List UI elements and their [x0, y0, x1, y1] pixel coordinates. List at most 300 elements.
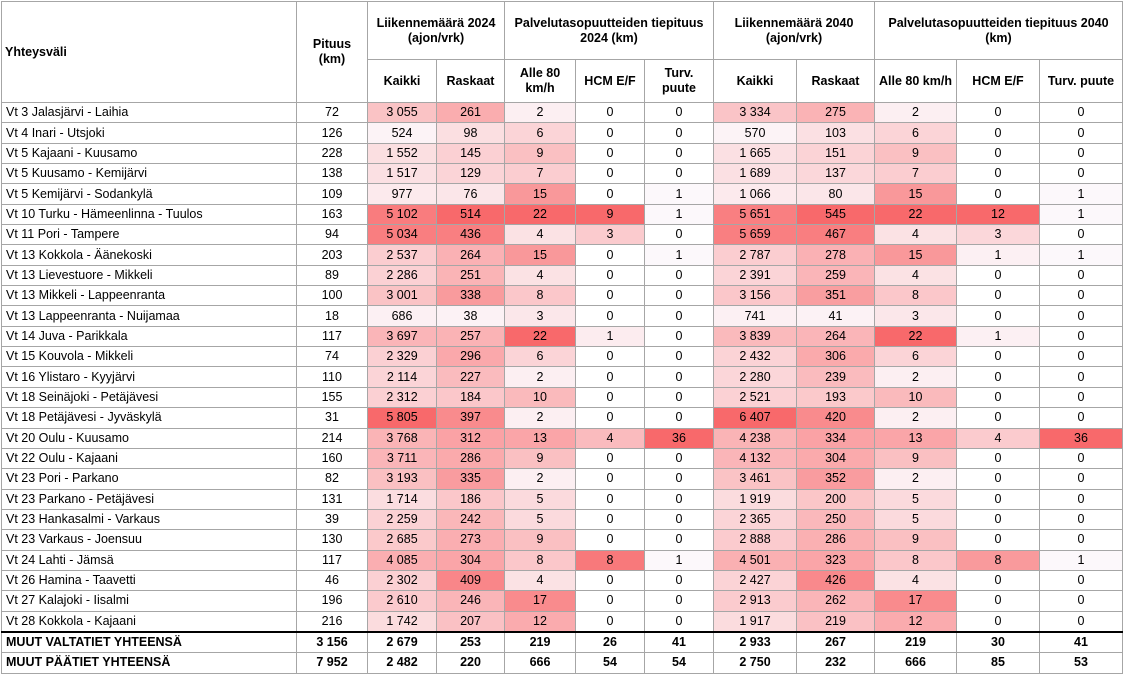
row-value: 4	[875, 225, 957, 245]
row-value: 0	[1040, 509, 1123, 529]
row-value: 8	[875, 550, 957, 570]
table-row	[2, 245, 1123, 265]
row-value: 0	[576, 103, 645, 123]
subheader-0: Kaikki	[368, 60, 437, 103]
row-value: 0	[957, 448, 1040, 468]
row-value: 2 286	[368, 265, 437, 285]
row-name: Vt 11 Pori - Tampere	[2, 225, 297, 245]
row-value: 4	[505, 265, 576, 285]
row-value: 2 329	[368, 347, 437, 367]
row-value: 334	[797, 428, 875, 448]
row-name: Vt 13 Mikkeli - Lappeenranta	[2, 286, 297, 306]
row-value: 0	[576, 347, 645, 367]
row-value: 7	[505, 164, 576, 184]
row-value: 0	[957, 286, 1040, 306]
row-value: 0	[576, 469, 645, 489]
row-value: 0	[957, 265, 1040, 285]
row-value: 1 517	[368, 164, 437, 184]
row-value: 0	[1040, 164, 1123, 184]
row-value: 3 711	[368, 448, 437, 468]
row-value: 352	[797, 469, 875, 489]
row-value: 0	[645, 265, 714, 285]
subheader-5: Kaikki	[714, 60, 797, 103]
total-value: 54	[576, 653, 645, 673]
row-value: 4	[576, 428, 645, 448]
row-length: 31	[297, 408, 368, 428]
row-length: 82	[297, 469, 368, 489]
row-value: 0	[645, 286, 714, 306]
row-value: 0	[576, 265, 645, 285]
table-row	[2, 123, 1123, 143]
row-name: Vt 16 Ylistaro - Kyyjärvi	[2, 367, 297, 387]
row-value: 2 427	[714, 570, 797, 590]
row-name: Vt 18 Seinäjoki - Petäjävesi	[2, 387, 297, 407]
total-value: 253	[437, 632, 505, 653]
table-row	[2, 509, 1123, 529]
total-row	[2, 653, 1123, 673]
row-value: 1	[1040, 204, 1123, 224]
total-value: 267	[797, 632, 875, 653]
table-row	[2, 103, 1123, 123]
row-value: 0	[1040, 448, 1123, 468]
subheader-8: HCM E/F	[957, 60, 1040, 103]
row-value: 0	[957, 306, 1040, 326]
row-value: 2 537	[368, 245, 437, 265]
row-value: 306	[797, 347, 875, 367]
row-value: 227	[437, 367, 505, 387]
row-value: 1 714	[368, 489, 437, 509]
row-value: 278	[797, 245, 875, 265]
row-value: 0	[957, 347, 1040, 367]
total-row	[2, 632, 1123, 653]
table-row	[2, 469, 1123, 489]
row-value: 0	[957, 469, 1040, 489]
row-value: 4 501	[714, 550, 797, 570]
row-length: 110	[297, 367, 368, 387]
row-value: 8	[957, 550, 1040, 570]
subheader-9: Turv. puute	[1040, 60, 1123, 103]
row-value: 5	[875, 489, 957, 509]
row-value: 1	[957, 245, 1040, 265]
row-value: 257	[437, 326, 505, 346]
row-name: Vt 15 Kouvola - Mikkeli	[2, 347, 297, 367]
row-length: 155	[297, 387, 368, 407]
row-value: 0	[957, 570, 1040, 590]
row-length: 160	[297, 448, 368, 468]
row-value: 9	[505, 530, 576, 550]
row-value: 2 913	[714, 591, 797, 611]
header-service-2024: Palvelutasopuutteiden tiepituus 2024 (km)	[505, 2, 714, 60]
row-value: 219	[797, 611, 875, 632]
table-row	[2, 489, 1123, 509]
table-row	[2, 448, 1123, 468]
row-value: 4	[505, 225, 576, 245]
row-value: 0	[1040, 489, 1123, 509]
total-value: 666	[505, 653, 576, 673]
row-value: 0	[1040, 367, 1123, 387]
row-value: 9	[875, 448, 957, 468]
row-value: 17	[875, 591, 957, 611]
row-value: 36	[1040, 428, 1123, 448]
row-name: Vt 5 Kemijärvi - Sodankylä	[2, 184, 297, 204]
row-length: 130	[297, 530, 368, 550]
row-value: 0	[645, 509, 714, 529]
total-value: 41	[645, 632, 714, 653]
row-value: 286	[437, 448, 505, 468]
row-value: 3 156	[714, 286, 797, 306]
row-value: 3 461	[714, 469, 797, 489]
table-row	[2, 530, 1123, 550]
row-value: 250	[797, 509, 875, 529]
row-value: 3 768	[368, 428, 437, 448]
row-value: 1 665	[714, 143, 797, 163]
row-value: 2 365	[714, 509, 797, 529]
row-value: 8	[576, 550, 645, 570]
row-value: 2	[505, 469, 576, 489]
row-value: 0	[957, 611, 1040, 632]
total-value: 2 750	[714, 653, 797, 673]
row-value: 4	[875, 570, 957, 590]
row-value: 184	[437, 387, 505, 407]
row-value: 151	[797, 143, 875, 163]
row-value: 264	[797, 326, 875, 346]
row-value: 436	[437, 225, 505, 245]
row-value: 129	[437, 164, 505, 184]
row-value: 0	[576, 611, 645, 632]
row-name: Vt 23 Parkano - Petäjävesi	[2, 489, 297, 509]
row-value: 5 805	[368, 408, 437, 428]
row-length: 163	[297, 204, 368, 224]
total-name: MUUT VALTATIET YHTEENSÄ	[2, 632, 297, 653]
row-value: 5 034	[368, 225, 437, 245]
row-value: 4 132	[714, 448, 797, 468]
row-value: 0	[957, 123, 1040, 143]
row-name: Vt 23 Pori - Parkano	[2, 469, 297, 489]
row-value: 275	[797, 103, 875, 123]
row-value: 2 312	[368, 387, 437, 407]
row-length: 117	[297, 326, 368, 346]
row-value: 2	[505, 367, 576, 387]
row-value: 0	[576, 489, 645, 509]
row-value: 2	[875, 408, 957, 428]
row-value: 0	[1040, 225, 1123, 245]
row-length: 109	[297, 184, 368, 204]
row-value: 335	[437, 469, 505, 489]
row-value: 338	[437, 286, 505, 306]
row-length: 196	[297, 591, 368, 611]
row-value: 0	[1040, 408, 1123, 428]
row-value: 15	[875, 184, 957, 204]
row-name: Vt 3 Jalasjärvi - Laihia	[2, 103, 297, 123]
row-value: 3 334	[714, 103, 797, 123]
row-value: 0	[645, 347, 714, 367]
row-value: 0	[1040, 570, 1123, 590]
row-value: 12	[875, 611, 957, 632]
row-value: 0	[645, 164, 714, 184]
row-value: 2 610	[368, 591, 437, 611]
row-value: 1	[645, 550, 714, 570]
row-value: 0	[957, 164, 1040, 184]
row-value: 15	[505, 184, 576, 204]
row-name: Vt 5 Kajaani - Kuusamo	[2, 143, 297, 163]
row-value: 76	[437, 184, 505, 204]
total-value: 666	[875, 653, 957, 673]
row-name: Vt 18 Petäjävesi - Jyväskylä	[2, 408, 297, 428]
row-value: 8	[505, 550, 576, 570]
row-value: 2 280	[714, 367, 797, 387]
row-value: 2 888	[714, 530, 797, 550]
row-value: 0	[645, 225, 714, 245]
row-value: 420	[797, 408, 875, 428]
header-traffic-2040: Liikennemäärä 2040 (ajon/vrk)	[714, 2, 875, 60]
row-value: 351	[797, 286, 875, 306]
row-value: 3 001	[368, 286, 437, 306]
row-value: 9	[875, 530, 957, 550]
row-value: 0	[957, 509, 1040, 529]
row-value: 3	[957, 225, 1040, 245]
row-value: 0	[957, 143, 1040, 163]
row-value: 41	[797, 306, 875, 326]
total-value: 220	[437, 653, 505, 673]
row-length: 74	[297, 347, 368, 367]
table-row	[2, 408, 1123, 428]
row-value: 4 085	[368, 550, 437, 570]
header-section: Yhteysväli	[2, 2, 297, 103]
total-value: 219	[505, 632, 576, 653]
row-value: 22	[505, 326, 576, 346]
subheader-4: Turv. puute	[645, 60, 714, 103]
row-value: 0	[1040, 347, 1123, 367]
row-value: 80	[797, 184, 875, 204]
row-length: 18	[297, 306, 368, 326]
row-value: 1 689	[714, 164, 797, 184]
table-row	[2, 164, 1123, 184]
row-value: 0	[645, 570, 714, 590]
row-value: 296	[437, 347, 505, 367]
row-value: 1 919	[714, 489, 797, 509]
row-value: 312	[437, 428, 505, 448]
row-value: 524	[368, 123, 437, 143]
row-value: 0	[645, 530, 714, 550]
table-row	[2, 387, 1123, 407]
row-value: 5 659	[714, 225, 797, 245]
row-value: 0	[576, 286, 645, 306]
row-value: 323	[797, 550, 875, 570]
row-value: 0	[1040, 469, 1123, 489]
row-length: 138	[297, 164, 368, 184]
row-value: 2 787	[714, 245, 797, 265]
table-row	[2, 347, 1123, 367]
row-name: Vt 23 Varkaus - Joensuu	[2, 530, 297, 550]
row-length: 203	[297, 245, 368, 265]
table-row	[2, 611, 1123, 632]
row-value: 0	[1040, 123, 1123, 143]
row-value: 9	[505, 143, 576, 163]
row-value: 9	[875, 143, 957, 163]
subheader-1: Raskaat	[437, 60, 505, 103]
row-value: 0	[957, 408, 1040, 428]
row-value: 5 651	[714, 204, 797, 224]
row-value: 0	[1040, 387, 1123, 407]
row-value: 0	[1040, 103, 1123, 123]
row-value: 0	[576, 408, 645, 428]
header-service-2040: Palvelutasopuutteiden tiepituus 2040 (km)	[875, 2, 1123, 60]
row-value: 207	[437, 611, 505, 632]
row-value: 98	[437, 123, 505, 143]
row-value: 10	[505, 387, 576, 407]
table-row	[2, 570, 1123, 590]
row-value: 0	[957, 591, 1040, 611]
row-value: 426	[797, 570, 875, 590]
row-value: 0	[645, 326, 714, 346]
row-value: 686	[368, 306, 437, 326]
row-value: 1	[576, 326, 645, 346]
row-value: 0	[957, 367, 1040, 387]
row-value: 4	[957, 428, 1040, 448]
subheader-7: Alle 80 km/h	[875, 60, 957, 103]
row-value: 1 917	[714, 611, 797, 632]
row-length: 228	[297, 143, 368, 163]
row-name: Vt 28 Kokkola - Kajaani	[2, 611, 297, 632]
subheader-2: Alle 80 km/h	[505, 60, 576, 103]
row-value: 1 552	[368, 143, 437, 163]
row-name: Vt 4 Inari - Utsjoki	[2, 123, 297, 143]
row-value: 9	[505, 448, 576, 468]
table-row	[2, 367, 1123, 387]
row-value: 15	[875, 245, 957, 265]
row-value: 251	[437, 265, 505, 285]
row-name: Vt 13 Kokkola - Äänekoski	[2, 245, 297, 265]
row-value: 0	[1040, 530, 1123, 550]
total-value: 26	[576, 632, 645, 653]
row-value: 6	[505, 123, 576, 143]
row-value: 5	[505, 509, 576, 529]
row-value: 246	[437, 591, 505, 611]
row-value: 2 114	[368, 367, 437, 387]
row-value: 0	[1040, 326, 1123, 346]
row-value: 2 685	[368, 530, 437, 550]
row-value: 6 407	[714, 408, 797, 428]
row-name: Vt 20 Oulu - Kuusamo	[2, 428, 297, 448]
row-length: 39	[297, 509, 368, 529]
total-value: 2 679	[368, 632, 437, 653]
row-value: 0	[645, 143, 714, 163]
row-value: 145	[437, 143, 505, 163]
row-value: 7	[875, 164, 957, 184]
row-value: 259	[797, 265, 875, 285]
row-name: Vt 22 Oulu - Kajaani	[2, 448, 297, 468]
table-row	[2, 184, 1123, 204]
row-value: 0	[1040, 286, 1123, 306]
row-value: 570	[714, 123, 797, 143]
row-value: 0	[576, 184, 645, 204]
total-value: 85	[957, 653, 1040, 673]
row-value: 0	[576, 164, 645, 184]
row-value: 0	[576, 530, 645, 550]
row-value: 0	[576, 143, 645, 163]
row-value: 1	[1040, 184, 1123, 204]
row-value: 5	[875, 509, 957, 529]
total-value: 219	[875, 632, 957, 653]
row-value: 0	[957, 387, 1040, 407]
table-row	[2, 225, 1123, 245]
row-length: 94	[297, 225, 368, 245]
row-name: Vt 13 Lappeenranta - Nuijamaa	[2, 306, 297, 326]
table-row	[2, 204, 1123, 224]
row-value: 22	[875, 204, 957, 224]
table-row	[2, 143, 1123, 163]
row-value: 0	[645, 591, 714, 611]
row-name: Vt 10 Turku - Hämeenlinna - Tuulos	[2, 204, 297, 224]
row-value: 0	[645, 387, 714, 407]
row-value: 977	[368, 184, 437, 204]
row-name: Vt 26 Hamina - Taavetti	[2, 570, 297, 590]
row-value: 1	[645, 245, 714, 265]
row-length: 100	[297, 286, 368, 306]
row-value: 8	[875, 286, 957, 306]
row-value: 1	[957, 326, 1040, 346]
row-value: 15	[505, 245, 576, 265]
row-value: 3 697	[368, 326, 437, 346]
row-value: 2	[505, 408, 576, 428]
row-value: 2 432	[714, 347, 797, 367]
row-value: 0	[957, 184, 1040, 204]
row-value: 239	[797, 367, 875, 387]
row-value: 137	[797, 164, 875, 184]
row-value: 2 302	[368, 570, 437, 590]
total-value: 2 933	[714, 632, 797, 653]
row-value: 38	[437, 306, 505, 326]
total-value: 30	[957, 632, 1040, 653]
row-value: 3 055	[368, 103, 437, 123]
subheader-6: Raskaat	[797, 60, 875, 103]
row-value: 2 521	[714, 387, 797, 407]
total-value: 54	[645, 653, 714, 673]
row-value: 6	[875, 123, 957, 143]
row-name: Vt 13 Lievestuore - Mikkeli	[2, 265, 297, 285]
row-value: 1 066	[714, 184, 797, 204]
row-value: 0	[957, 103, 1040, 123]
row-value: 10	[875, 387, 957, 407]
row-value: 2	[875, 367, 957, 387]
row-value: 409	[437, 570, 505, 590]
row-value: 4 238	[714, 428, 797, 448]
row-value: 0	[1040, 265, 1123, 285]
row-value: 193	[797, 387, 875, 407]
row-name: Vt 27 Kalajoki - Iisalmi	[2, 591, 297, 611]
row-value: 0	[645, 448, 714, 468]
row-value: 1	[645, 204, 714, 224]
row-value: 6	[875, 347, 957, 367]
subheader-3: HCM E/F	[576, 60, 645, 103]
row-value: 13	[875, 428, 957, 448]
row-value: 200	[797, 489, 875, 509]
row-value: 0	[576, 570, 645, 590]
row-value: 304	[797, 448, 875, 468]
row-value: 242	[437, 509, 505, 529]
row-value: 397	[437, 408, 505, 428]
row-value: 304	[437, 550, 505, 570]
total-value: 53	[1040, 653, 1123, 673]
row-length: 214	[297, 428, 368, 448]
row-length: 46	[297, 570, 368, 590]
row-value: 0	[957, 530, 1040, 550]
row-length: 131	[297, 489, 368, 509]
row-length: 89	[297, 265, 368, 285]
table-row	[2, 265, 1123, 285]
row-name: Vt 14 Juva - Parikkala	[2, 326, 297, 346]
table-row	[2, 306, 1123, 326]
